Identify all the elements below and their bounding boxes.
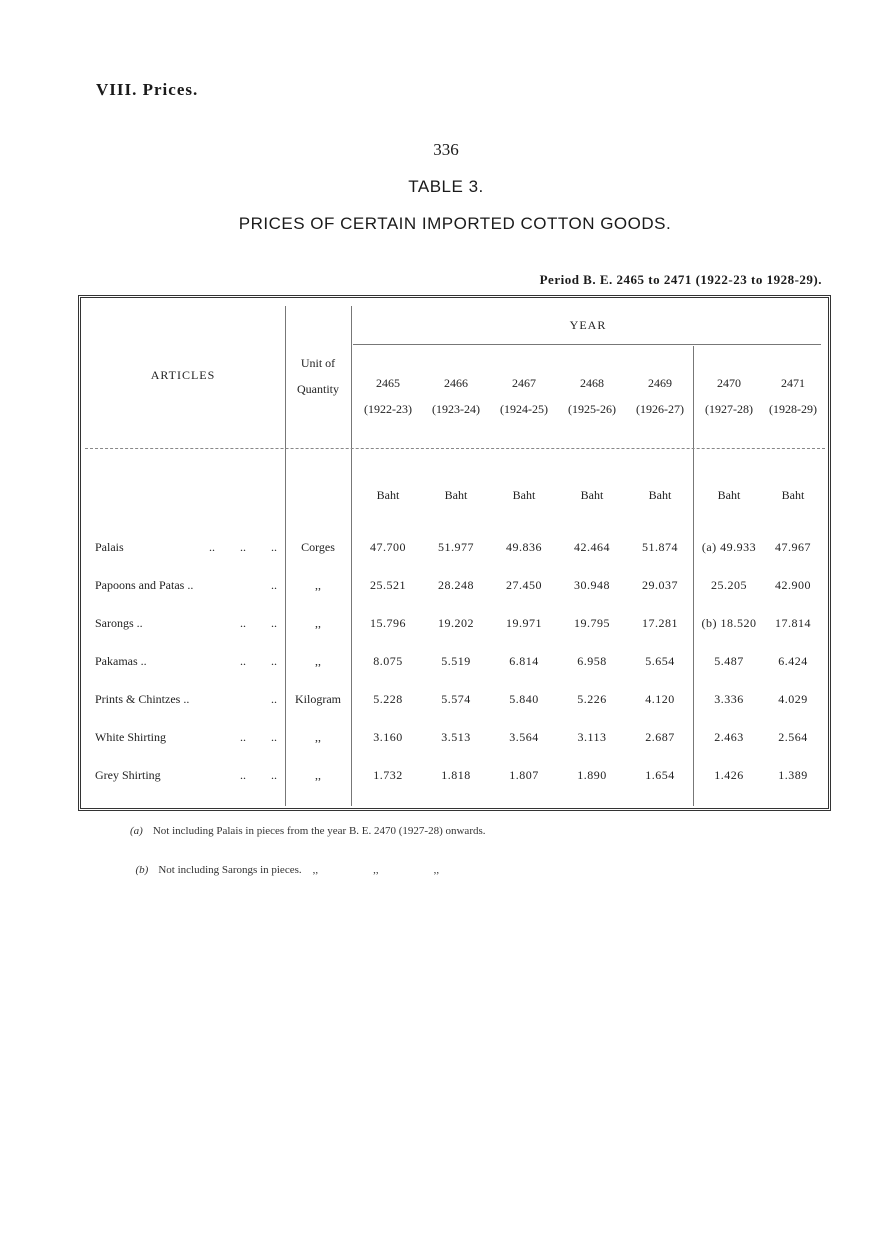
- year-be: 2469: [648, 376, 672, 390]
- row-dots: ..: [271, 578, 277, 592]
- cell-value: 15.796: [370, 616, 406, 630]
- cell-value: 17.814: [775, 616, 811, 630]
- cell-value: 1.818: [441, 768, 471, 782]
- cell-value: 3.160: [373, 730, 403, 744]
- year-ad: (1927-28): [705, 402, 753, 416]
- footnote-text: Not including Palais in pieces from the year B. E. 2470 (1927-28) onwards.: [152, 825, 486, 837]
- year-ad: (1923-24): [432, 402, 480, 416]
- cell-value: 27.450: [506, 578, 542, 592]
- footnote-a: [130, 825, 486, 837]
- row-dots: ..: [271, 692, 277, 706]
- cell-value: 17.281: [642, 616, 678, 630]
- row-dots: .. ..: [240, 730, 277, 744]
- cell-value: 51.874: [642, 540, 678, 554]
- cell-value: 5.574: [441, 692, 471, 706]
- price-table: [78, 295, 831, 811]
- cell-value: 1.426: [714, 768, 744, 782]
- row-unit: Corges: [301, 540, 335, 554]
- col-divider-unit: [351, 306, 352, 806]
- year-be: 2467: [512, 376, 536, 390]
- cell-value: 6.814: [509, 654, 539, 668]
- cell-value: 5.226: [577, 692, 607, 706]
- cell-value: 19.202: [438, 616, 474, 630]
- cell-value: 28.248: [438, 578, 474, 592]
- row-dots: .. ..: [240, 616, 277, 630]
- row-article: Sarongs ..: [95, 616, 143, 630]
- row-article: Papoons and Patas ..: [95, 578, 194, 592]
- page-number: 336: [433, 140, 459, 159]
- cell-value: 3.113: [577, 730, 607, 744]
- row-unit: ,,: [315, 768, 321, 782]
- cell-value: 19.795: [574, 616, 610, 630]
- cell-value: 5.654: [645, 654, 675, 668]
- unit-header-line1: Unit of: [300, 356, 336, 370]
- row-article: Prints & Chintzes ..: [95, 692, 190, 706]
- cell-value: 1.732: [373, 768, 403, 782]
- cell-value: 5.840: [509, 692, 539, 706]
- row-dots: .. ..: [240, 654, 277, 668]
- currency-label: Baht: [648, 488, 672, 502]
- footnote-mark: (a): [130, 825, 143, 837]
- cell-value: 5.487: [714, 654, 744, 668]
- section-heading: VIII. Prices.: [96, 80, 199, 99]
- footnote-text: Not including Sarongs in pieces. ,, ,, ,,: [158, 864, 440, 876]
- cell-value: 3.564: [509, 730, 539, 744]
- cell-value: 2.564: [778, 730, 808, 744]
- year-header: YEAR: [569, 318, 607, 332]
- row-article: Pakamas ..: [95, 654, 147, 668]
- cell-value: 6.424: [778, 654, 808, 668]
- cell-value: 4.120: [645, 692, 675, 706]
- cell-value: 4.029: [778, 692, 808, 706]
- row-article: White Shirting: [95, 730, 166, 744]
- cell-value: 42.900: [775, 578, 811, 592]
- year-be: 2470: [717, 376, 741, 390]
- cell-value: 25.521: [370, 578, 406, 592]
- cell-value: 47.967: [775, 540, 811, 554]
- cell-value: (a) 49.933: [701, 540, 757, 554]
- footnote-mark: (b): [135, 864, 149, 876]
- cell-value: 2.687: [645, 730, 675, 744]
- cell-value: 29.037: [642, 578, 678, 592]
- cell-value: 30.948: [574, 578, 610, 592]
- year-ad: (1922-23): [364, 402, 412, 416]
- cell-value: 3.336: [714, 692, 744, 706]
- cell-value: 2.463: [714, 730, 744, 744]
- row-unit: ,,: [315, 730, 321, 744]
- cell-value: 25.205: [711, 578, 747, 592]
- table-number: TABLE 3.: [408, 177, 484, 196]
- currency-label: Baht: [512, 488, 536, 502]
- cell-value: 1.890: [577, 768, 607, 782]
- cell-value: 51.977: [438, 540, 474, 554]
- currency-label: Baht: [781, 488, 805, 502]
- year-underline: [353, 344, 821, 345]
- cell-value: (b) 18.520: [701, 616, 757, 630]
- row-article: Grey Shirting: [95, 768, 161, 782]
- footnote-b: [130, 852, 439, 876]
- articles-header: ARTICLES: [150, 368, 216, 382]
- year-ad: (1925-26): [568, 402, 616, 416]
- cell-value: 5.228: [373, 692, 403, 706]
- cell-value: 6.958: [577, 654, 607, 668]
- row-unit: Kilogram: [295, 692, 341, 706]
- row-unit: ,,: [315, 616, 321, 630]
- cell-value: 19.971: [506, 616, 542, 630]
- cell-value: 49.836: [506, 540, 542, 554]
- header-bottom-rule: [85, 448, 825, 449]
- period-note: Period B. E. 2465 to 2471 (1922-23 to 1928-29).: [539, 272, 822, 287]
- year-be: 2471: [781, 376, 805, 390]
- cell-value: 5.519: [441, 654, 471, 668]
- currency-label: Baht: [444, 488, 468, 502]
- currency-label: Baht: [376, 488, 400, 502]
- currency-label: Baht: [717, 488, 741, 502]
- year-be: 2465: [376, 376, 400, 390]
- year-be: 2468: [580, 376, 604, 390]
- year-ad: (1924-25): [500, 402, 548, 416]
- currency-label: Baht: [580, 488, 604, 502]
- row-unit: ,,: [315, 578, 321, 592]
- cell-value: 3.513: [441, 730, 471, 744]
- unit-header-line2: Quantity: [297, 382, 339, 396]
- row-unit: ,,: [315, 654, 321, 668]
- row-dots: .. ..: [240, 768, 277, 782]
- table-title: PRICES OF CERTAIN IMPORTED COTTON GOODS.: [238, 214, 672, 233]
- year-be: 2466: [444, 376, 468, 390]
- cell-value: 47.700: [370, 540, 406, 554]
- cell-value: 1.389: [778, 768, 808, 782]
- year-ad: (1926-27): [636, 402, 684, 416]
- cell-value: 1.654: [645, 768, 675, 782]
- row-dots: .. .. ..: [209, 540, 277, 554]
- row-article: Palais: [95, 540, 124, 554]
- year-ad: (1928-29): [769, 402, 817, 416]
- cell-value: 42.464: [574, 540, 610, 554]
- cell-value: 1.807: [509, 768, 539, 782]
- cell-value: 8.075: [373, 654, 403, 668]
